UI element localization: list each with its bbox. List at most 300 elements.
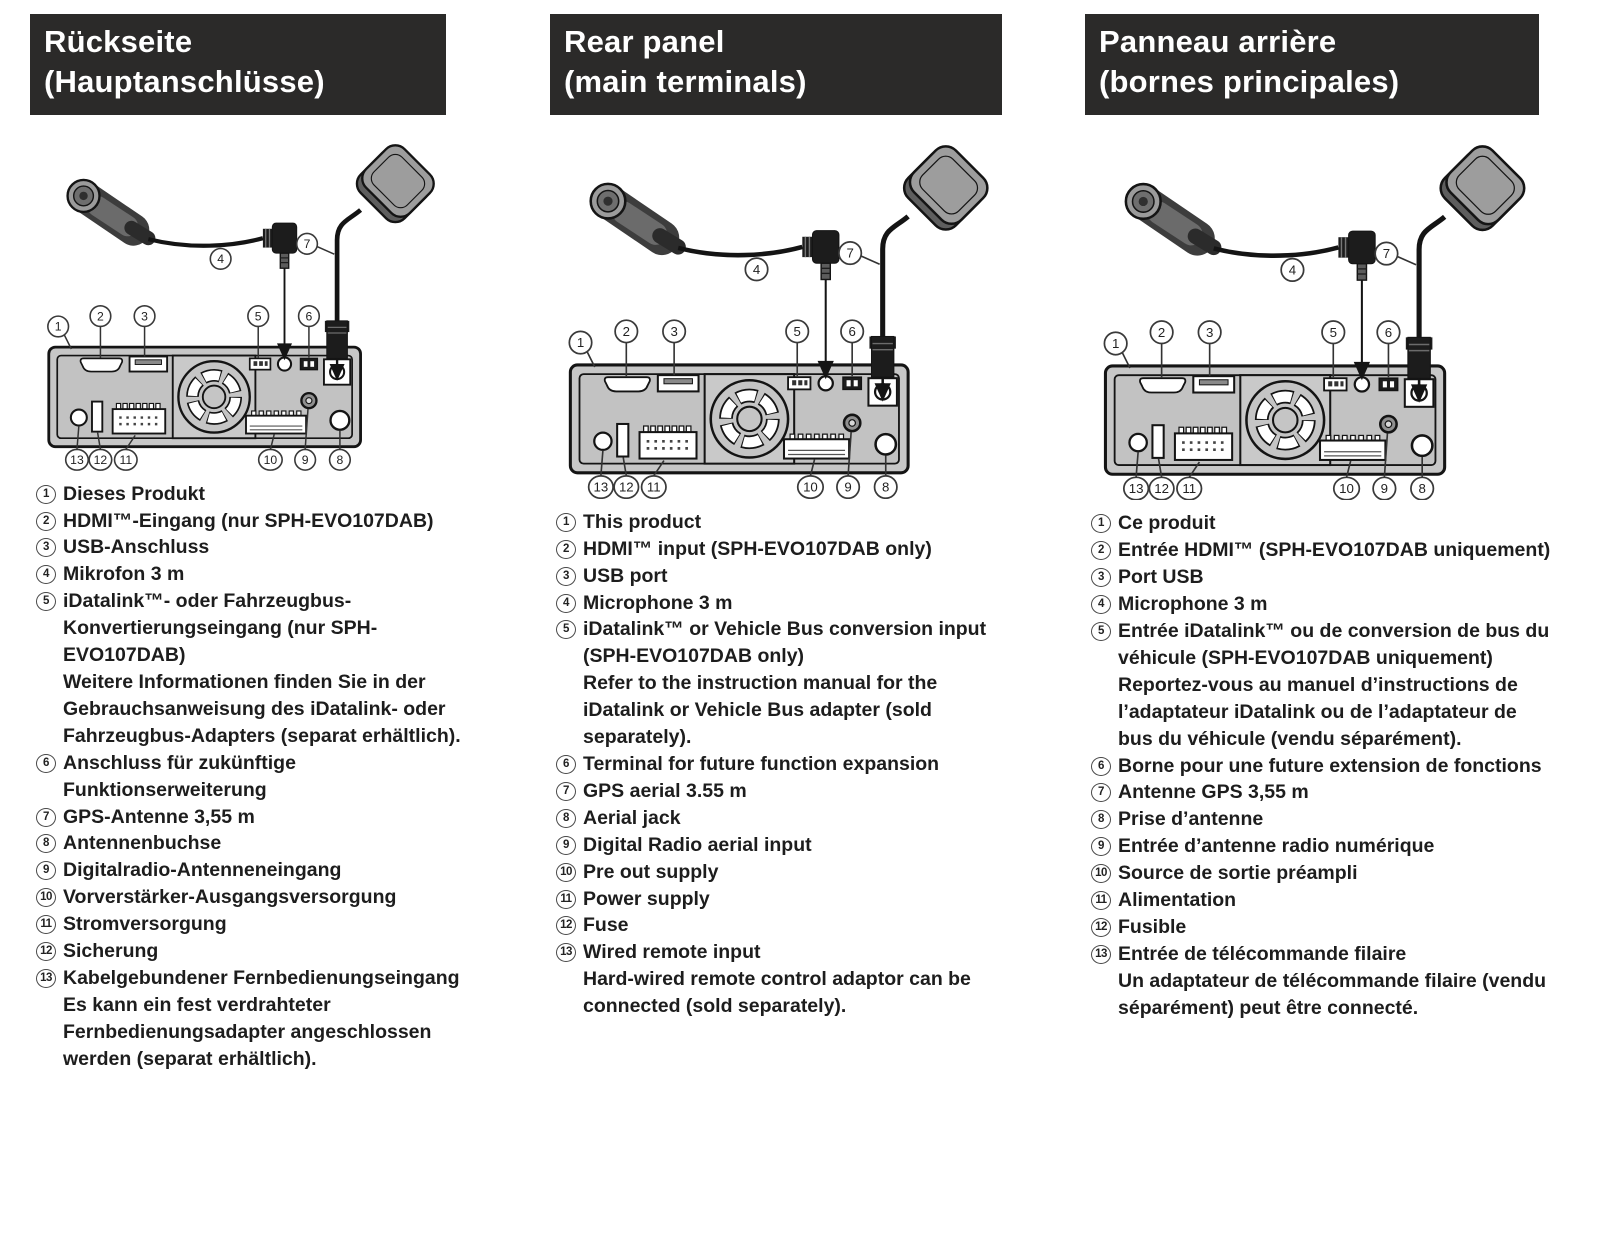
callout-badge (663, 320, 685, 342)
language-column (30, 14, 462, 1073)
item-number-badge: 9 (36, 861, 56, 880)
item-text: Digitalradio-Antenneneingang (63, 859, 342, 882)
item-text-block (1118, 887, 1555, 914)
legend-item (556, 886, 1018, 913)
legend-item (36, 965, 462, 1073)
callout-badge (1373, 477, 1395, 499)
item-text: Vorverstärker-Ausgangsversorgung (63, 886, 397, 909)
item-text: Ce produit (1118, 512, 1216, 535)
item-number-badge: 12 (1091, 918, 1111, 937)
hdmi-port (81, 358, 123, 371)
item-number-badge: 11 (556, 890, 576, 909)
item-text-block (583, 563, 1018, 590)
legend-item (556, 778, 1018, 805)
svg-text:3: 3 (141, 308, 148, 323)
callout-badge (642, 475, 666, 497)
item-text-block (1118, 941, 1555, 1022)
legend-item (1091, 618, 1555, 753)
mic-plug (802, 230, 839, 379)
preout-connector (784, 434, 849, 458)
legend-item (1091, 779, 1555, 806)
svg-text:5: 5 (793, 323, 801, 339)
item-text-block (583, 939, 1018, 1020)
item-number-badge: 4 (556, 594, 576, 613)
item-text-block (63, 750, 462, 804)
legend-item (1091, 564, 1555, 591)
mic-cable (678, 247, 802, 255)
callout-badge (798, 475, 823, 497)
item-number-badge: 12 (36, 942, 56, 961)
item-number-badge: 7 (36, 808, 56, 827)
item-text-block (583, 805, 1018, 832)
item-number-badge: 1 (36, 485, 56, 504)
legend-item (36, 911, 462, 938)
wired-remote-jack (1129, 433, 1146, 450)
power-connector (113, 403, 166, 433)
language-columns (30, 14, 1600, 1073)
item-text-block (63, 938, 462, 965)
item-number-badge: 13 (36, 969, 56, 988)
wired-remote-jack (594, 432, 611, 449)
legend-item (36, 830, 462, 857)
svg-text:5: 5 (1329, 324, 1337, 340)
item-number-badge: 7 (556, 782, 576, 801)
item-number-badge: 13 (556, 943, 576, 962)
mic-cable (1214, 247, 1339, 255)
callout-badge (875, 475, 897, 497)
item-number-badge: 3 (556, 567, 576, 586)
mic-cable (148, 238, 263, 246)
legend-item (1091, 833, 1555, 860)
power-connector (1175, 427, 1232, 460)
callout-badge (1375, 242, 1397, 264)
callout-badge (210, 248, 231, 269)
usb-port (1193, 376, 1234, 392)
item-text-block (1118, 806, 1555, 833)
item-text-block (583, 751, 1018, 778)
section-title-line2: (main terminals) (564, 64, 807, 100)
item-number-badge: 1 (1091, 514, 1111, 533)
legend-item (36, 804, 462, 831)
legend-item (556, 832, 1018, 859)
item-text: Microphone 3 m (583, 591, 733, 614)
legend-item (1091, 537, 1555, 564)
bus-conversion-port (788, 377, 810, 389)
item-number-badge: 8 (36, 834, 56, 853)
item-text-block (583, 778, 1018, 805)
item-text-block (1118, 618, 1555, 753)
legend-item (36, 508, 462, 535)
item-text: HDMI™-Eingang (nur SPH-EVO107DAB) (63, 509, 434, 532)
item-text-block (63, 965, 462, 1073)
item-text-block (63, 534, 462, 561)
svg-text:8: 8 (882, 479, 890, 495)
item-note: Un adaptateur de télécommande filaire (vendu séparément) peut être connecté. (1118, 969, 1547, 1019)
callout-badge (66, 449, 89, 470)
item-number-badge: 9 (556, 836, 576, 855)
item-number-badge: 5 (36, 592, 56, 611)
gps-cable (1419, 216, 1445, 338)
legend-list (550, 507, 1018, 1020)
item-text-block (1118, 591, 1555, 618)
item-note: Weitere Informationen finden Sie in der Gebrauchsanweisung des iDatalink- oder Fahrzeugbus-Adapters (separat erhältlich). (63, 671, 461, 747)
section-title-line2: (bornes principales) (1099, 64, 1400, 100)
item-text: Entrée HDMI™ (SPH-EVO107DAB uniquement) (1118, 539, 1551, 562)
item-number-badge: 2 (36, 512, 56, 531)
svg-text:9: 9 (301, 452, 309, 467)
item-number-badge: 10 (1091, 864, 1111, 883)
callout-badge (134, 305, 155, 326)
item-number-badge: 11 (36, 915, 56, 934)
item-text: Source de sortie préampli (1118, 862, 1358, 885)
gps-antenna-illustration (1406, 140, 1530, 402)
svg-text:7: 7 (303, 236, 311, 251)
cooling-fan (1240, 375, 1330, 465)
legend-item (1091, 860, 1555, 887)
item-text-block (583, 859, 1018, 886)
item-text: Power supply (583, 887, 710, 910)
svg-text:9: 9 (1380, 480, 1389, 496)
item-text: USB port (583, 564, 668, 587)
callout-badge (1177, 477, 1202, 499)
callout-badge (1334, 477, 1360, 499)
item-text-block (63, 884, 462, 911)
item-text-block (1118, 753, 1555, 780)
rear-panel-diagram (550, 133, 1018, 499)
usb-port (130, 356, 168, 371)
cooling-fan (705, 374, 795, 464)
callout-badge (1377, 321, 1399, 343)
legend-item (36, 857, 462, 884)
language-column (1085, 14, 1555, 1022)
gps-cable-connector (325, 320, 349, 358)
item-number-badge: 13 (1091, 945, 1111, 964)
callout-badge (589, 475, 613, 497)
item-text-block (583, 886, 1018, 913)
preout-connector (1320, 435, 1385, 460)
svg-text:6: 6 (1384, 324, 1393, 340)
legend-item (36, 481, 462, 508)
svg-text:4: 4 (1288, 262, 1297, 278)
item-number-badge: 12 (556, 916, 576, 935)
item-text: Entrée d’antenne radio numérique (1118, 835, 1435, 858)
section-header (1085, 14, 1539, 115)
item-number-badge: 11 (1091, 891, 1111, 910)
fuse (92, 401, 102, 431)
svg-text:7: 7 (1382, 245, 1391, 261)
item-text-block (1118, 564, 1555, 591)
item-text-block (63, 481, 462, 508)
svg-text:8: 8 (1418, 480, 1426, 496)
callout-badge (295, 449, 316, 470)
legend-item (1091, 510, 1555, 537)
item-number-badge: 10 (556, 863, 576, 882)
callout-badge (615, 320, 637, 342)
item-text-block (63, 830, 462, 857)
power-connector (640, 426, 697, 459)
legend-item (36, 938, 462, 965)
callout-badge (1281, 258, 1303, 280)
svg-text:2: 2 (97, 308, 104, 323)
section-header (30, 14, 446, 115)
digital-radio-jack (1380, 416, 1396, 432)
item-number-badge: 4 (36, 565, 56, 584)
gps-cable-connector (869, 336, 895, 377)
callout-badge (745, 258, 767, 280)
cooling-fan (173, 355, 256, 438)
item-text: Antennenbuchse (63, 832, 222, 855)
item-number-badge: 6 (1091, 757, 1111, 776)
callout-badge (297, 233, 318, 254)
legend-item (36, 534, 462, 561)
item-number-badge: 1 (556, 513, 576, 532)
item-text-block (583, 590, 1018, 617)
item-number-badge: 10 (36, 888, 56, 907)
item-number-badge: 5 (1091, 622, 1111, 641)
legend-item (556, 509, 1018, 536)
svg-text:13: 13 (593, 479, 609, 495)
item-text-block (583, 832, 1018, 859)
svg-text:13: 13 (1128, 480, 1144, 496)
item-text-block (1118, 510, 1555, 537)
legend-item (556, 590, 1018, 617)
legend-item (1091, 941, 1555, 1022)
legend-item (1091, 591, 1555, 618)
item-text-block (1118, 860, 1555, 887)
callout-badge (299, 305, 320, 326)
callout-badge (837, 475, 859, 497)
svg-text:10: 10 (1339, 480, 1354, 496)
svg-text:3: 3 (1205, 324, 1214, 340)
legend-item (556, 939, 1018, 1020)
item-text: Alimentation (1118, 889, 1237, 912)
microphone-illustration (591, 183, 678, 246)
legend-item (556, 805, 1018, 832)
aerial-jack (1412, 435, 1432, 455)
item-text: GPS aerial 3.55 m (583, 779, 747, 802)
callout-badge (259, 449, 282, 470)
item-text-block (63, 561, 462, 588)
item-text-block (63, 804, 462, 831)
aerial-jack (331, 411, 350, 430)
item-text: Antenne GPS 3,55 m (1118, 781, 1309, 804)
usb-port (658, 375, 699, 391)
item-number-badge: 7 (1091, 783, 1111, 802)
callout-badge (841, 320, 863, 342)
rear-panel-diagram (1085, 133, 1555, 501)
item-text: Entrée de télécommande filaire (1118, 942, 1407, 965)
callout-badge (1124, 477, 1149, 499)
item-text-block (63, 508, 462, 535)
legend-item (36, 750, 462, 804)
item-number-badge: 9 (1091, 837, 1111, 856)
item-note: Refer to the instruction manual for the iDatalink or Vehicle Bus adapter (sold separately). (583, 672, 938, 749)
svg-text:4: 4 (217, 251, 225, 266)
callout-badge (1322, 321, 1344, 343)
gps-antenna-illustration (325, 139, 439, 380)
mic-plug (263, 223, 297, 360)
section-header (550, 14, 1002, 115)
svg-text:13: 13 (70, 452, 84, 467)
callout-badge (839, 241, 861, 263)
legend-item (1091, 806, 1555, 833)
item-text: USB-Anschluss (63, 536, 210, 559)
legend-item (36, 884, 462, 911)
item-text: Kabelgebundener Fernbedienungseingang (63, 966, 460, 989)
item-text: Fusible (1118, 916, 1187, 938)
svg-text:11: 11 (646, 479, 661, 495)
legend-item (1091, 887, 1555, 914)
rear-panel-diagram (30, 133, 462, 471)
svg-text:6: 6 (848, 323, 856, 339)
item-number-badge: 2 (1091, 541, 1111, 560)
item-text-block (1118, 914, 1555, 941)
callout-badge (90, 305, 111, 326)
legend-item (556, 563, 1018, 590)
item-number-badge: 4 (1091, 595, 1111, 614)
rear-panel-diagram-svg (1085, 133, 1555, 501)
item-number-badge: 2 (556, 540, 576, 559)
item-text: GPS-Antenne 3,55 m (63, 805, 255, 828)
item-text: Anschluss für zukünftige Funktionserweiterung (63, 751, 296, 801)
svg-text:7: 7 (846, 245, 854, 261)
item-text: Wired remote input (583, 941, 761, 964)
svg-text:12: 12 (93, 452, 108, 467)
svg-text:4: 4 (752, 261, 761, 277)
rear-panel-illustration (49, 347, 361, 447)
item-text: Port USB (1118, 566, 1204, 589)
preout-connector (246, 411, 306, 434)
rear-panel-diagram-svg (30, 133, 462, 471)
item-note: Hard-wired remote control adaptor can be connected (sold separately). (583, 968, 971, 1018)
wired-remote-jack (71, 409, 87, 425)
gps-cable-connector (1406, 337, 1433, 378)
expansion-port (300, 358, 317, 369)
callout-badge (569, 331, 591, 353)
svg-text:3: 3 (670, 323, 678, 339)
item-number-badge: 6 (36, 754, 56, 773)
callout-badge (48, 316, 69, 337)
mic-plug (1338, 231, 1375, 380)
item-text: HDMI™ input (SPH-EVO107DAB only) (583, 537, 932, 560)
item-text: Aerial jack (583, 806, 681, 829)
svg-text:2: 2 (622, 323, 630, 339)
svg-text:10: 10 (803, 479, 818, 495)
item-number-badge: 8 (556, 809, 576, 828)
hdmi-port (605, 377, 650, 391)
language-column (550, 14, 1018, 1020)
svg-text:12: 12 (618, 479, 634, 495)
svg-text:6: 6 (305, 308, 313, 323)
microphone-illustration (1126, 184, 1214, 247)
callout-badge (1411, 477, 1433, 499)
svg-text:8: 8 (336, 452, 344, 467)
callout-badge (89, 449, 112, 470)
item-text-block (583, 912, 1018, 939)
fuse (1152, 425, 1163, 458)
bus-conversion-port (1324, 378, 1346, 390)
callout-badge (330, 449, 351, 470)
section-title-line2: (Hauptanschlüsse) (44, 64, 325, 100)
legend-item (556, 616, 1018, 751)
item-text: Mikrofon 3 m (63, 563, 185, 586)
legend-item (556, 751, 1018, 778)
gps-cable (883, 216, 908, 337)
svg-text:1: 1 (1111, 335, 1120, 351)
legend-item (1091, 914, 1555, 941)
item-number-badge: 6 (556, 755, 576, 774)
legend-item (36, 588, 462, 749)
item-text: Pre out supply (583, 860, 719, 883)
callout-badge (1149, 477, 1174, 499)
item-text: Sicherung (63, 940, 159, 963)
item-text: Prise d’antenne (1118, 808, 1264, 831)
item-text: iDatalink™ or Vehicle Bus conversion input (SPH-EVO107DAB only) (583, 618, 987, 668)
section-title-line1: Rückseite (44, 24, 193, 59)
section-title-line1: Rear panel (564, 24, 725, 59)
callout-badge (1198, 321, 1220, 343)
callout-badge (786, 320, 808, 342)
legend-item (556, 912, 1018, 939)
legend-list (1085, 508, 1555, 1021)
item-text: Entrée iDatalink™ ou de conversion de bus du véhicule (SPH-EVO107DAB uniquement) (1118, 620, 1550, 669)
item-text-block (583, 536, 1018, 563)
item-text-block (63, 911, 462, 938)
fuse (617, 424, 628, 457)
item-text-block (583, 509, 1018, 536)
item-text-block (1118, 537, 1555, 564)
section-title-line1: Panneau arrière (1099, 24, 1337, 59)
legend-item (1091, 753, 1555, 780)
bus-conversion-port (250, 358, 271, 369)
item-text: Microphone 3 m (1118, 593, 1268, 616)
item-text-block (63, 588, 462, 749)
svg-text:2: 2 (1157, 324, 1166, 340)
callout-badge (248, 305, 269, 326)
item-text: Digital Radio aerial input (583, 833, 812, 856)
digital-radio-jack (844, 414, 860, 430)
legend-item (556, 536, 1018, 563)
callout-badge (1104, 332, 1126, 354)
item-number-badge: 3 (36, 538, 56, 557)
callout-badge (115, 449, 138, 470)
svg-text:1: 1 (54, 319, 62, 334)
item-text: Borne pour une future extension de fonctions (1118, 754, 1542, 777)
item-number-badge: 8 (1091, 810, 1111, 829)
svg-text:5: 5 (254, 308, 262, 323)
expansion-port (843, 377, 861, 389)
item-text: Stromversorgung (63, 913, 227, 936)
legend-list (30, 479, 462, 1073)
item-number-badge: 3 (1091, 568, 1111, 587)
svg-text:1: 1 (576, 334, 585, 350)
item-note: Reportez-vous au manuel d’instructions de l’adaptateur iDatalink ou de l’adaptateur de bus du véhicule (vendu séparément). (1118, 673, 1518, 750)
svg-text:9: 9 (844, 479, 852, 495)
item-text-block (583, 616, 1018, 751)
item-text: Dieses Produkt (63, 482, 205, 505)
item-text: Terminal for future function expansion (583, 753, 940, 775)
legend-item (36, 561, 462, 588)
item-number-badge: 5 (556, 620, 576, 639)
rear-panel-diagram-svg (550, 133, 1018, 499)
item-note: Es kann ein fest verdrahteter Fernbedienungsadapter angeschlossen werden (separat erhältlich). (63, 993, 432, 1070)
gps-antenna-illustration (869, 140, 993, 401)
expansion-port (1379, 378, 1397, 390)
gps-cable (337, 210, 360, 322)
digital-radio-jack (301, 393, 316, 408)
svg-text:10: 10 (263, 452, 278, 467)
rear-panel-illustration (570, 365, 908, 473)
